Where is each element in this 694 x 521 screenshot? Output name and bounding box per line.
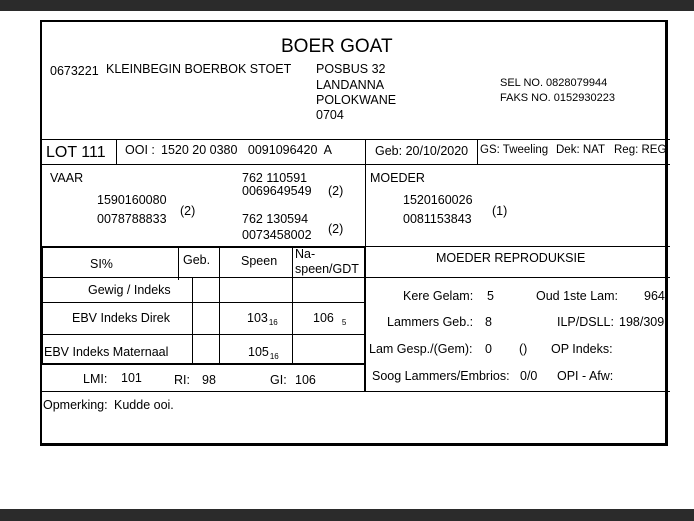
mating-type: Dek: NAT (556, 144, 605, 156)
lmi-label: LMI: (83, 372, 108, 386)
remarks-value: Kudde ooi. (114, 398, 174, 412)
dam-count: (1) (492, 204, 508, 218)
paternal-granddam-id-2: 0073458002 (242, 228, 312, 242)
divider (41, 391, 670, 392)
lambings-value: 5 (487, 289, 494, 303)
lambings-label: Kere Gelam: (403, 289, 474, 303)
paternal-granddam-id-1: 762 130594 (242, 212, 309, 226)
paternal-grandsire-id-2: 0069649549 (242, 184, 312, 198)
col-post-weaning-header-2: speen/GDT (295, 262, 359, 276)
breed-title: BOER GOAT (281, 36, 393, 57)
dam-id-1: 1520160026 (403, 193, 473, 207)
row-ebv-direct: EBV Indeks Direk (72, 311, 170, 325)
op-index-label: OP Indeks: (551, 342, 613, 356)
divider (364, 246, 366, 392)
ebv-maternal-weaning: $105_{16}$ (248, 345, 279, 361)
fax-number: FAKS NO. 0152930223 (500, 92, 615, 104)
divider (41, 139, 670, 140)
address-line-4: 0704 (316, 108, 344, 122)
divider (366, 277, 670, 278)
address-line-1: POSBUS 32 (316, 62, 386, 76)
dam-reproduction-title: MOEDER REPRODUKSIE (436, 251, 586, 265)
ooi-label: OOI : (125, 143, 155, 157)
divider (41, 363, 366, 365)
birth-date: Geb: 20/10/2020 (375, 144, 469, 158)
registration: Reg: REG (614, 144, 667, 156)
divider (41, 246, 366, 248)
lambs-weaned-value: 0 (485, 342, 492, 356)
divider (366, 246, 670, 247)
address-line-2: LANDANNA (316, 78, 385, 92)
suckled-lambs-value: 0/0 (520, 369, 538, 383)
divider (365, 164, 366, 247)
lmi-value: 101 (121, 371, 142, 385)
breeder-name: KLEINBEGIN BOERBOK STOET (106, 62, 292, 76)
divider (292, 246, 293, 363)
dam-label: MOEDER (370, 171, 425, 185)
paternal-grandsire-count: (2) (328, 184, 344, 198)
sire-count: (2) (180, 204, 196, 218)
paternal-granddam-count: (2) (328, 222, 344, 236)
age-first-lamb-value: 964 (644, 289, 665, 303)
divider (116, 139, 117, 164)
divider (41, 277, 366, 278)
sire-label: VAAR (50, 171, 84, 185)
address-line-3: POLOKWANE (316, 93, 397, 107)
ebv-direct-weaning: $103_{16}$ (247, 311, 278, 327)
lambs-weaned-average: () (519, 342, 528, 356)
divider (178, 246, 179, 280)
breeder-code: 0673221 (50, 64, 99, 78)
divider (219, 246, 220, 363)
paternal-grandsire-id-1: 762 110591 (242, 171, 308, 185)
divider (41, 334, 366, 335)
row-ebv-maternal: EBV Indeks Maternaal (44, 345, 169, 359)
col-post-weaning-header-1: Na- (295, 247, 316, 261)
si-percent-label: SI% (90, 257, 113, 271)
phone-number: SEL NO. 0828079944 (500, 77, 608, 89)
sire-id-1: 1590160080 (97, 193, 167, 207)
dam-id-2: 0081153843 (403, 212, 472, 226)
ooi-id: 1520 20 0380 0091096420 A (161, 143, 332, 157)
remarks-label: Opmerking: (43, 398, 108, 412)
gi-label: GI: (270, 373, 287, 387)
divider (41, 164, 670, 165)
row-weight-index: Gewig / Indeks (88, 283, 171, 297)
divider (477, 139, 478, 164)
col-weaning-header: Speen (241, 254, 278, 268)
age-first-lamb-label: Oud 1ste Lam: (536, 289, 618, 303)
ilp-dsll-value: 198/309 (619, 315, 665, 329)
lambs-born-value: 8 (485, 315, 492, 329)
lot-number: LOT 111 (46, 144, 106, 161)
opi-deviation-label: OPI - Afw: (557, 369, 614, 383)
ilp-dsll-label: ILP/DSLL: (557, 315, 614, 329)
sire-id-2: 0078788833 (97, 212, 167, 226)
birth-status: GS: Tweeling (480, 144, 549, 156)
divider (41, 246, 43, 364)
divider (365, 139, 366, 164)
divider (41, 302, 366, 303)
lambs-weaned-label: Lam Gesp./(Gem): (369, 342, 473, 356)
ri-value: 98 (202, 373, 216, 387)
ebv-direct-post-weaning: 106 $_5$ (313, 311, 347, 327)
lambs-born-label: Lammers Geb.: (387, 315, 474, 329)
suckled-lambs-label: Soog Lammers/Embrios: (372, 369, 510, 383)
col-birth-header: Geb. (183, 253, 211, 267)
ri-label: RI: (174, 373, 190, 387)
gi-value: 106 (295, 373, 316, 387)
divider (192, 277, 193, 363)
